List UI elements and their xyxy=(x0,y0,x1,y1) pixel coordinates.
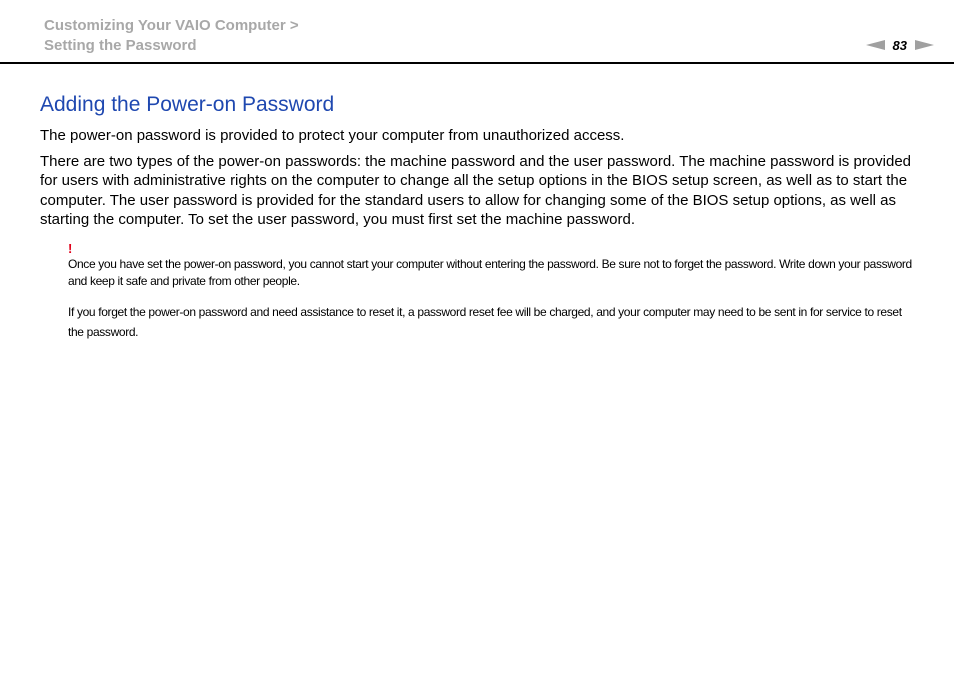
warning-note xyxy=(68,242,914,342)
page-navigation xyxy=(866,36,934,54)
warning-text: Once you have set the power-on password, you cannot start your computer without entering the password. Be sure not to forget the password. Write down your password and keep it safe and private from other people. xyxy=(68,256,912,288)
breadcrumb-topic: Setting the Password xyxy=(44,36,197,54)
main-content xyxy=(40,92,920,342)
section-title: Adding the Power-on Password xyxy=(40,93,335,116)
page-number: 83 xyxy=(892,37,907,53)
breadcrumb xyxy=(44,16,299,55)
left-arrow-icon[interactable] xyxy=(866,40,885,50)
intro-paragraph: The power-on password is provided to protect your computer from unauthorized access. xyxy=(40,127,625,144)
right-arrow-icon[interactable] xyxy=(915,40,934,50)
page-header xyxy=(0,0,954,64)
forgot-password-text: If you forget the power-on password and need assistance to reset it, a password reset fee will be charged, and your computer may need to be sent in for service to reset the password. xyxy=(68,304,902,339)
header-divider xyxy=(0,62,954,64)
password-types-paragraph: There are two types of the power-on passwords: the machine password and the user password. The machine password is provided for users with administrative rights on the computer to change all the setup options in the BIOS setup screen, as well as to start the computer. The user password is provided for the standard users to allow for changing some of the BIOS setup options, as well as starting the computer. To set the user password, you must first set the machine password. xyxy=(40,152,912,228)
breadcrumb-section: Customizing Your VAIO Computer > xyxy=(44,17,299,34)
warning-icon: ! xyxy=(68,240,73,256)
